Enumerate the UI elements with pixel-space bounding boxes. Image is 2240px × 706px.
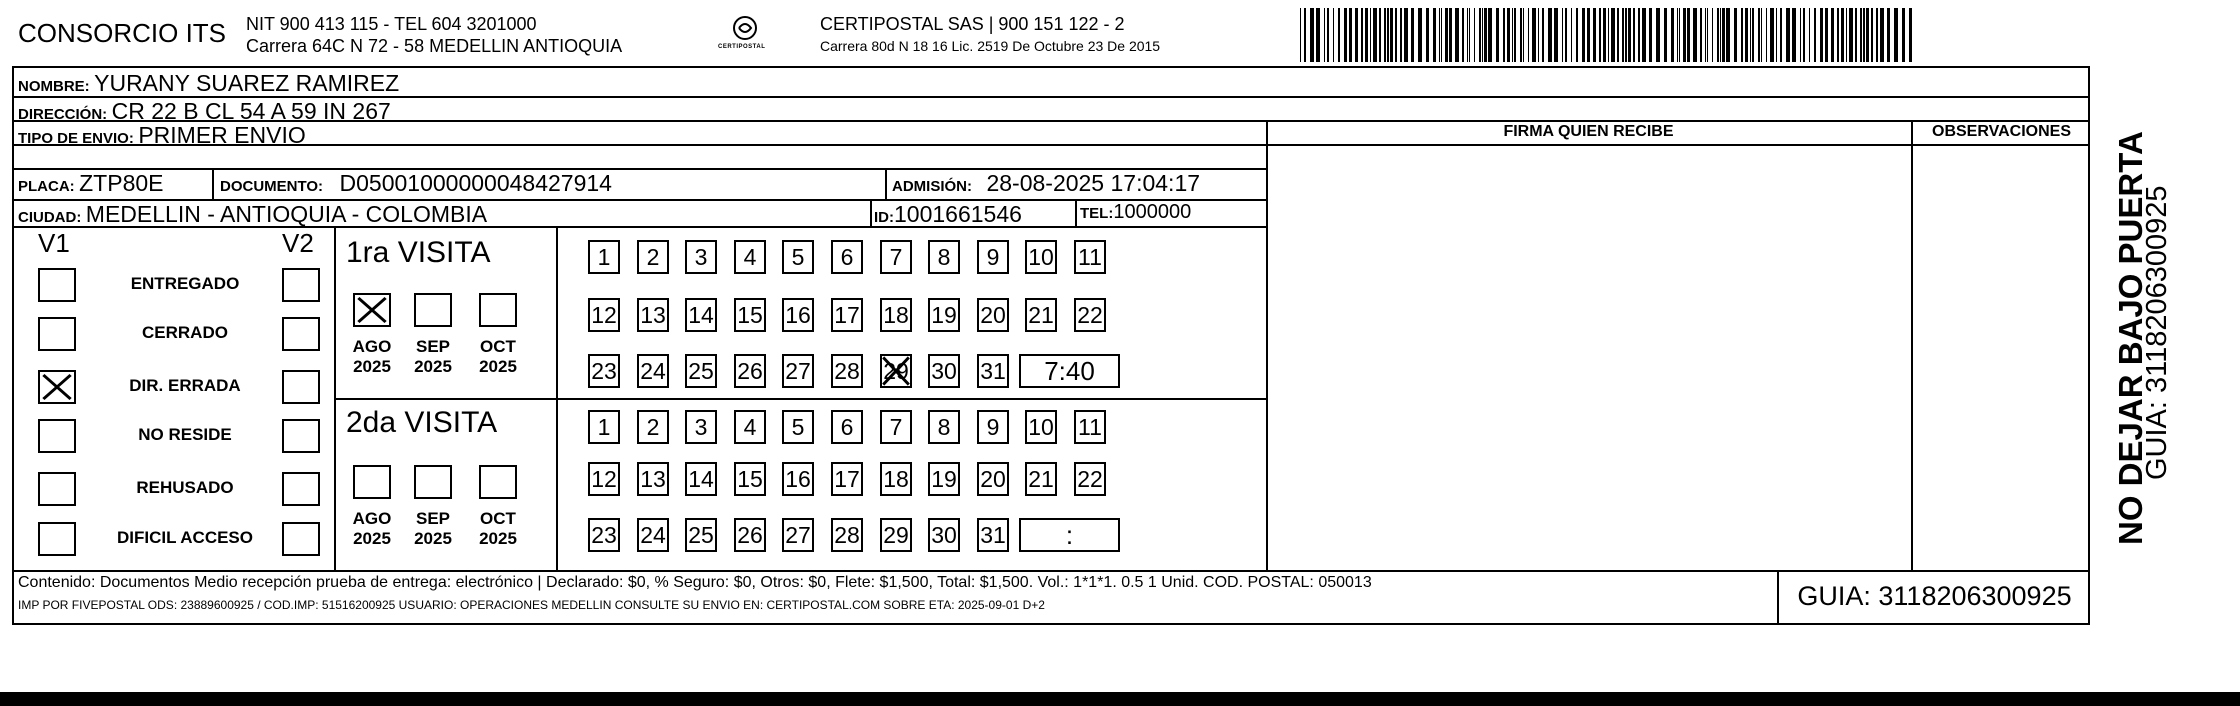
month-checkbox[interactable]	[353, 293, 391, 327]
city-label: CIUDAD:	[18, 209, 82, 226]
barcode-bar	[1523, 8, 1524, 62]
day-box[interactable]: 5	[782, 410, 814, 444]
company-address: Carrera 64C N 72 - 58 MEDELLIN ANTIOQUIA	[246, 36, 623, 56]
barcode-bar	[1349, 8, 1352, 62]
barcode-bar	[1528, 8, 1529, 62]
side-guia: GUIA: 3118206300925	[2141, 185, 2173, 480]
day-box[interactable]: 1	[588, 410, 620, 444]
v2-checkbox[interactable]	[282, 370, 320, 404]
name-row	[18, 70, 399, 97]
day-box[interactable]: 9	[977, 410, 1009, 444]
barcode-bar	[1327, 8, 1329, 62]
city-field	[18, 201, 487, 228]
day-box[interactable]: 15	[734, 298, 766, 332]
status-label: CERRADO	[142, 323, 228, 342]
barcode-bar	[1770, 8, 1774, 62]
v2-checkbox[interactable]	[282, 268, 320, 302]
observations-area[interactable]	[1913, 146, 2090, 570]
day-box[interactable]: 19	[928, 462, 960, 496]
carrier-address: Carrera 80d N 18 16 Lic. 2519 De Octubre 23 De 2015	[820, 38, 1161, 54]
barcode-bar	[1707, 8, 1708, 62]
barcode-bar	[1316, 8, 1320, 62]
barcode-bar	[1439, 8, 1440, 62]
day-box[interactable]: 29	[880, 518, 912, 552]
company-nit: NIT 900 413 115 - TEL 604 3201000	[246, 14, 537, 34]
observations-label: OBSERVACIONES	[1932, 123, 2071, 140]
barcode-bar	[1831, 8, 1834, 62]
status-label: DIR. ERRADA	[129, 376, 241, 395]
day-box[interactable]: 15	[734, 462, 766, 496]
id-value: 1001661546	[894, 201, 1022, 227]
barcode-bar	[1455, 8, 1459, 62]
barcode-bar	[1445, 8, 1448, 62]
day-box[interactable]: 6	[831, 240, 863, 274]
month-checkbox[interactable]	[479, 293, 517, 327]
barcode-bar	[1664, 8, 1667, 62]
barcode-bar	[1611, 8, 1615, 62]
day-box[interactable]: 2	[637, 410, 669, 444]
barcode-bar	[1370, 8, 1371, 62]
tel-field	[1080, 201, 1191, 224]
barcode-bar	[1333, 8, 1334, 62]
barcode-bar	[1628, 8, 1631, 62]
day-box[interactable]: 25	[685, 354, 717, 388]
barcode-bar	[1712, 8, 1713, 62]
barcode-bar	[1642, 8, 1646, 62]
day-box[interactable]: 31	[977, 354, 1009, 388]
second-visit-title: 2da VISITA	[346, 406, 498, 439]
month-label: AGO	[352, 337, 392, 356]
address-label: DIRECCIÓN:	[18, 106, 108, 123]
day-box[interactable]: 18	[880, 298, 912, 332]
barcode-bar	[1503, 8, 1505, 62]
barcode-bar	[1379, 8, 1381, 62]
visit-time-box[interactable]: :	[1019, 518, 1120, 552]
barcode-bar	[1734, 8, 1737, 62]
bottom-band	[0, 692, 2240, 706]
year-label: 2025	[353, 529, 391, 548]
footer-content: Contenido: Documentos Medio recepción prueba de entrega: electrónico | Declarado: $0, % Seguro: $0, Otros: $0, Flete: $1,500, Total: $1,500. Vol.: 1*1*1. 0.5 1 Unid. COD. POSTAL: 050013	[18, 574, 1372, 591]
v1-checkbox[interactable]	[38, 522, 76, 556]
month-label: AGO	[352, 509, 392, 528]
day-box[interactable]: 4	[734, 240, 766, 274]
barcode-bar	[1683, 8, 1686, 62]
company-name: CONSORCIO ITS	[18, 18, 227, 48]
day-box[interactable]: 19	[928, 298, 960, 332]
day-box[interactable]: 31	[977, 518, 1009, 552]
status-label: REHUSADO	[136, 478, 234, 497]
barcode-bar	[1876, 8, 1878, 62]
barcode-bar	[1304, 8, 1306, 62]
barcode-bar	[1565, 8, 1567, 62]
barcode-bar	[1488, 8, 1492, 62]
barcode-bar	[1344, 8, 1347, 62]
tel-label: TEL:	[1080, 205, 1114, 222]
barcode-bar	[1849, 8, 1853, 62]
first-visit-title: 1ra VISITA	[346, 236, 491, 269]
barcode-bar	[1902, 8, 1905, 62]
barcode-bar	[1814, 8, 1816, 62]
day-box[interactable]: 28	[831, 518, 863, 552]
document-field	[220, 170, 612, 197]
day-box[interactable]: 11	[1074, 410, 1106, 444]
barcode-bar	[1656, 8, 1660, 62]
barcode-icon	[1300, 8, 1915, 62]
day-box[interactable]: 27	[782, 354, 814, 388]
barcode-bar	[1441, 8, 1442, 62]
barcode-bar	[1825, 8, 1828, 62]
month-checkbox[interactable]	[414, 293, 452, 327]
v1-checkbox[interactable]	[38, 472, 76, 506]
barcode-bar	[1582, 8, 1585, 62]
barcode-bar	[1880, 8, 1884, 62]
admission-field	[892, 170, 1200, 197]
month-checkbox[interactable]	[479, 465, 517, 499]
day-box[interactable]: 26	[734, 518, 766, 552]
shipment-label: TIPO DE ENVIO:	[18, 130, 134, 147]
barcode-bar	[1496, 8, 1499, 62]
address-row	[18, 98, 391, 125]
barcode-bar	[1576, 8, 1578, 62]
day-box[interactable]: 29	[880, 354, 912, 388]
barcode-bar	[1603, 8, 1606, 62]
barcode-bar	[1780, 8, 1782, 62]
admission-value: 28-08-2025 17:04:17	[986, 170, 1201, 196]
barcode-bar	[1786, 8, 1790, 62]
day-box[interactable]: 13	[637, 298, 669, 332]
day-box[interactable]: 16	[782, 462, 814, 496]
barcode-bar	[1741, 8, 1743, 62]
header	[0, 0, 2100, 68]
barcode-bar	[1562, 8, 1563, 62]
barcode-bar	[1638, 8, 1640, 62]
status-label: DIFICIL ACCESO	[116, 528, 253, 547]
day-box[interactable]: 10	[1025, 240, 1057, 274]
day-box[interactable]: 11	[1074, 240, 1106, 274]
shipment-type: PRIMER ENVIO	[138, 122, 306, 148]
barcode-bar	[1484, 8, 1487, 62]
barcode-bar	[1387, 8, 1389, 62]
day-box[interactable]: 13	[637, 462, 669, 496]
document-label: DOCUMENTO:	[220, 178, 324, 195]
barcode-bar	[1418, 8, 1422, 62]
carrier-name: CERTIPOSTAL SAS | 900 151 122 - 2	[820, 14, 1125, 34]
status-label: NO RESIDE	[138, 425, 232, 444]
month-label: OCT	[480, 337, 516, 356]
day-box[interactable]: 22	[1074, 462, 1106, 496]
barcode-bar	[1717, 8, 1719, 62]
barcode-bar	[1426, 8, 1429, 62]
barcode-bar	[1846, 8, 1847, 62]
month-label: SEP	[415, 337, 451, 356]
barcode-bar	[1548, 8, 1552, 62]
recipient-address: CR 22 B CL 54 A 59 IN 267	[111, 98, 391, 124]
barcode-bar	[1800, 8, 1801, 62]
barcode-bar	[1633, 8, 1635, 62]
city-value: MEDELLIN - ANTIOQUIA - COLOMBIA	[85, 201, 488, 227]
barcode-bar	[1324, 8, 1325, 62]
month-checkbox[interactable]	[414, 465, 452, 499]
day-box[interactable]: 7	[880, 240, 912, 274]
barcode-bar	[1809, 8, 1810, 62]
barcode-bar	[1758, 8, 1760, 62]
footer-imp: IMP POR FIVEPOSTAL ODS: 23889600925 / COD.IMP: 51516200925 USUARIO: OPERACIONES MEDELLIN CONSULTE SU ENVIO EN: CERTIPOSTAL.COM SOBRE ETA: 2025-09-01 D+2	[18, 598, 1045, 612]
barcode-bar	[1310, 8, 1314, 62]
year-label: 2025	[353, 357, 391, 376]
day-box[interactable]: 7	[880, 410, 912, 444]
v1-checkbox[interactable]	[38, 317, 76, 351]
day-box[interactable]: 20	[977, 298, 1009, 332]
barcode-bar	[1520, 8, 1522, 62]
barcode-bar	[1542, 8, 1544, 62]
barcode-bar	[1700, 8, 1702, 62]
year-label: 2025	[479, 529, 517, 548]
day-box[interactable]: 8	[928, 240, 960, 274]
barcode-bar	[1726, 8, 1730, 62]
day-box[interactable]: 14	[685, 462, 717, 496]
barcode-bar	[1625, 8, 1627, 62]
admission-label: ADMISIÓN:	[892, 178, 972, 195]
barcode-bar	[1752, 8, 1754, 62]
barcode-bar	[1693, 8, 1697, 62]
no-leave-under-door-warning: NO DEJAR BAJO PUERTA	[2112, 131, 2149, 545]
barcode-bar	[1671, 8, 1674, 62]
barcode-bar	[1750, 8, 1751, 62]
barcode-bar	[1649, 8, 1652, 62]
barcode-bar	[1866, 8, 1869, 62]
shipment-row	[18, 122, 306, 149]
day-box[interactable]: 27	[782, 518, 814, 552]
barcode-bar	[1514, 8, 1516, 62]
barcode-bar	[1390, 8, 1393, 62]
barcode-bar	[1608, 8, 1609, 62]
day-box[interactable]: 24	[637, 518, 669, 552]
day-box[interactable]: 17	[831, 462, 863, 496]
barcode-bar	[1532, 8, 1536, 62]
day-box[interactable]: 26	[734, 354, 766, 388]
barcode-bar	[1373, 8, 1377, 62]
v2-checkbox[interactable]	[282, 317, 320, 351]
day-box[interactable]: 6	[831, 410, 863, 444]
day-box[interactable]: 3	[685, 410, 717, 444]
day-box[interactable]: 12	[588, 298, 620, 332]
barcode-bar	[1599, 8, 1601, 62]
day-box[interactable]: 9	[977, 240, 1009, 274]
barcode-bar	[1365, 8, 1368, 62]
barcode-bar	[1338, 8, 1340, 62]
barcode-bar	[1587, 8, 1590, 62]
barcode-bar	[1803, 8, 1805, 62]
day-box[interactable]: 2	[637, 240, 669, 274]
day-box[interactable]: 30	[928, 354, 960, 388]
plate-label: PLACA:	[18, 178, 75, 195]
barcode-bar	[1400, 8, 1402, 62]
visit-time-box[interactable]: 7:40	[1019, 354, 1120, 388]
barcode-bar	[1841, 8, 1844, 62]
day-box[interactable]: 21	[1025, 462, 1057, 496]
certipostal-logo	[718, 12, 768, 58]
plate-field	[18, 170, 164, 197]
logo-text: CERTIPOSTAL	[718, 44, 766, 50]
day-box[interactable]: 3	[685, 240, 717, 274]
barcode-bar	[1766, 8, 1767, 62]
barcode-bar	[1507, 8, 1510, 62]
barcode-bar	[1909, 8, 1912, 62]
day-box[interactable]: 25	[685, 518, 717, 552]
tel-value: 1000000	[1113, 201, 1192, 223]
v2-checkbox[interactable]	[282, 419, 320, 453]
barcode-bar	[1820, 8, 1823, 62]
barcode-bar	[1792, 8, 1796, 62]
v1-checkbox[interactable]	[38, 370, 76, 404]
year-label: 2025	[414, 529, 452, 548]
day-box[interactable]: 23	[588, 354, 620, 388]
barcode-bar	[1433, 8, 1436, 62]
month-label: OCT	[480, 509, 516, 528]
barcode-bar	[1687, 8, 1690, 62]
recipient-name: YURANY SUAREZ RAMIREZ	[94, 70, 400, 96]
signature-area[interactable]	[1268, 146, 1911, 570]
day-box[interactable]: 17	[831, 298, 863, 332]
day-box[interactable]: 24	[637, 354, 669, 388]
barcode-bar	[1404, 8, 1408, 62]
v2-header: V2	[282, 228, 314, 258]
barcode-bar	[1776, 8, 1777, 62]
barcode-bar	[1512, 8, 1513, 62]
day-box[interactable]: 21	[1025, 298, 1057, 332]
barcode-bar	[1593, 8, 1596, 62]
barcode-bar	[1462, 8, 1464, 62]
barcode-bar	[1722, 8, 1725, 62]
barcode-bar	[1474, 8, 1475, 62]
barcode-bar	[1863, 8, 1865, 62]
year-label: 2025	[479, 357, 517, 376]
day-box[interactable]: 16	[782, 298, 814, 332]
barcode-bar	[1871, 8, 1873, 62]
v1-checkbox[interactable]	[38, 268, 76, 302]
year-label: 2025	[414, 357, 452, 376]
barcode-bar	[1449, 8, 1452, 62]
barcode-bar	[1355, 8, 1358, 62]
day-box[interactable]: 10	[1025, 410, 1057, 444]
plate-value: ZTP80E	[79, 170, 164, 196]
barcode-bar	[1395, 8, 1397, 62]
day-box[interactable]: 4	[734, 410, 766, 444]
name-label: NOMBRE:	[18, 78, 90, 95]
barcode-bar	[1855, 8, 1857, 62]
barcode-bar	[1538, 8, 1539, 62]
day-box[interactable]: 22	[1074, 298, 1106, 332]
v1-checkbox[interactable]	[38, 419, 76, 453]
barcode-bar	[1361, 8, 1363, 62]
barcode-bar	[1300, 8, 1301, 62]
id-field	[874, 201, 1022, 228]
document-value: D05001000000048427914	[339, 170, 612, 196]
barcode-bar	[1622, 8, 1624, 62]
barcode-bar	[1720, 8, 1721, 62]
footer-guia: GUIA: 3118206300925	[1797, 581, 2072, 611]
day-box[interactable]: 28	[831, 354, 863, 388]
barcode-bar	[1411, 8, 1414, 62]
barcode-bar	[1887, 8, 1890, 62]
month-label: SEP	[415, 509, 451, 528]
day-box[interactable]: 20	[977, 462, 1009, 496]
day-box[interactable]: 18	[880, 462, 912, 496]
v2-checkbox[interactable]	[282, 472, 320, 506]
barcode-bar	[1482, 8, 1483, 62]
day-box[interactable]: 12	[588, 462, 620, 496]
day-box[interactable]: 8	[928, 410, 960, 444]
month-checkbox[interactable]	[353, 465, 391, 499]
barcode-bar	[1761, 8, 1762, 62]
v2-checkbox[interactable]	[282, 522, 320, 556]
day-box[interactable]: 14	[685, 298, 717, 332]
day-box[interactable]: 30	[928, 518, 960, 552]
barcode-bar	[1384, 8, 1386, 62]
barcode-bar	[1479, 8, 1481, 62]
barcode-bar	[1837, 8, 1839, 62]
barcode-bar	[1617, 8, 1619, 62]
barcode-bar	[1679, 8, 1680, 62]
signature-label: FIRMA QUIEN RECIBE	[1503, 123, 1674, 140]
barcode-bar	[1554, 8, 1558, 62]
day-box[interactable]: 5	[782, 240, 814, 274]
barcode-bar	[1894, 8, 1898, 62]
status-label: ENTREGADO	[130, 274, 240, 293]
barcode-bar	[1705, 8, 1706, 62]
barcode-bar	[1677, 8, 1678, 62]
barcode-bar	[1745, 8, 1748, 62]
barcode-bar	[1860, 8, 1862, 62]
barcode-bar	[1469, 8, 1470, 62]
day-box[interactable]: 1	[588, 240, 620, 274]
v1-header: V1	[38, 228, 70, 258]
day-box[interactable]: 23	[588, 518, 620, 552]
id-label: ID:	[874, 209, 894, 226]
barcode-bar	[1467, 8, 1468, 62]
barcode-bar	[1571, 8, 1572, 62]
